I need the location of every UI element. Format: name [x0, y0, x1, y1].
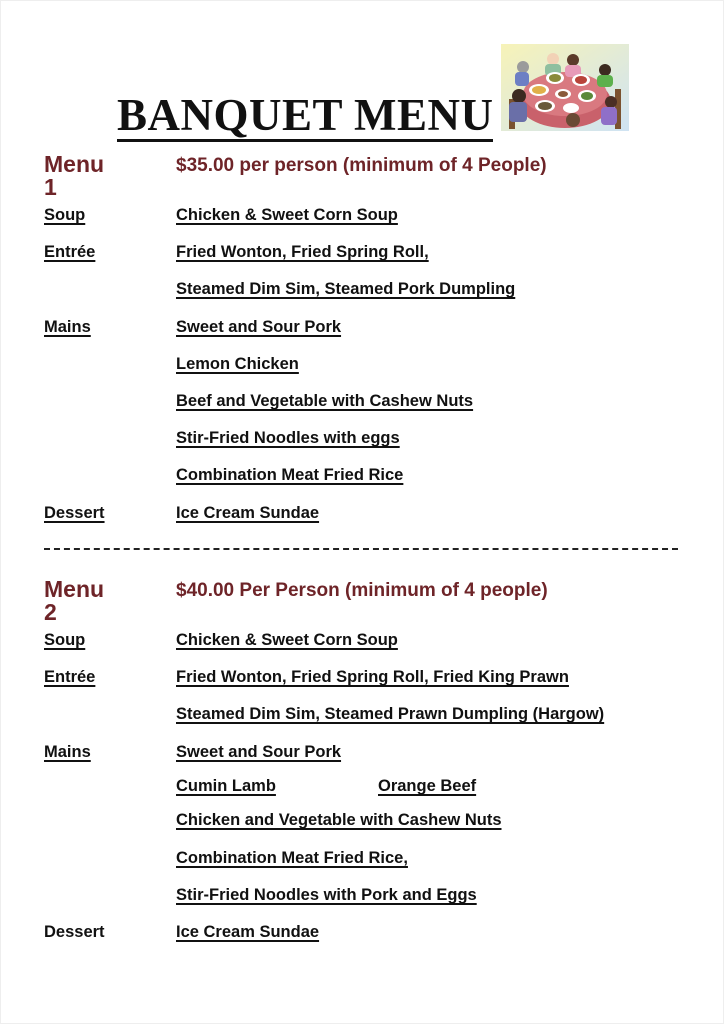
category-label: Mains [44, 743, 91, 761]
menu-item: Ice Cream Sundae [176, 504, 320, 522]
category-label: Entrée [44, 668, 96, 686]
menu-item: Stir-Fried Noodles with eggs [176, 429, 400, 447]
menu-item: Fried Wonton, Fried Spring Roll, Fried King Prawn [176, 668, 569, 686]
category-label: Soup [44, 631, 86, 649]
category-label: Soup [44, 206, 86, 224]
menu-item: Orange Beef [378, 777, 477, 795]
menu-item: Chicken & Sweet Corn Soup [176, 206, 398, 224]
menu-1-price: $35.00 per person (minimum of 4 People) [176, 155, 547, 176]
family-dinner-image-icon [501, 44, 629, 131]
menu-item: Stir-Fried Noodles with Pork and Eggs [176, 886, 477, 904]
menu-item: Combination Meat Fried Rice, [176, 849, 408, 867]
category-label: Entrée [44, 243, 96, 261]
category-label: Dessert [44, 923, 105, 941]
menu-item: Beef and Vegetable with Cashew Nuts [176, 392, 474, 410]
category-label: Mains [44, 318, 91, 336]
page-title: BANQUET MENU [117, 90, 494, 140]
menu-1-name: Menu 1 [44, 151, 105, 200]
menu-item: Combination Meat Fried Rice [176, 466, 404, 484]
menu-item: Sweet and Sour Pork [176, 743, 342, 761]
menu-item: Chicken & Sweet Corn Soup [176, 631, 398, 649]
menu-item: Lemon Chicken [176, 355, 299, 373]
menu-2-name: Menu 2 [44, 576, 105, 625]
dashed-divider [44, 548, 678, 550]
menu-item: Fried Wonton, Fried Spring Roll, [176, 243, 429, 261]
menu-2-price: $40.00 Per Person (minimum of 4 people) [176, 580, 548, 601]
category-label: Dessert [44, 504, 105, 522]
banquet-illustration [501, 44, 629, 131]
menu-item: Steamed Dim Sim, Steamed Pork Dumpling [176, 280, 516, 298]
menu-item: Ice Cream Sundae [176, 923, 320, 941]
menu-item: Steamed Dim Sim, Steamed Prawn Dumpling (Hargow) [176, 705, 605, 723]
menu-item: Sweet and Sour Pork [176, 318, 342, 336]
menu-item: Chicken and Vegetable with Cashew Nuts [176, 811, 502, 829]
menu-item: Cumin Lamb [176, 777, 276, 795]
